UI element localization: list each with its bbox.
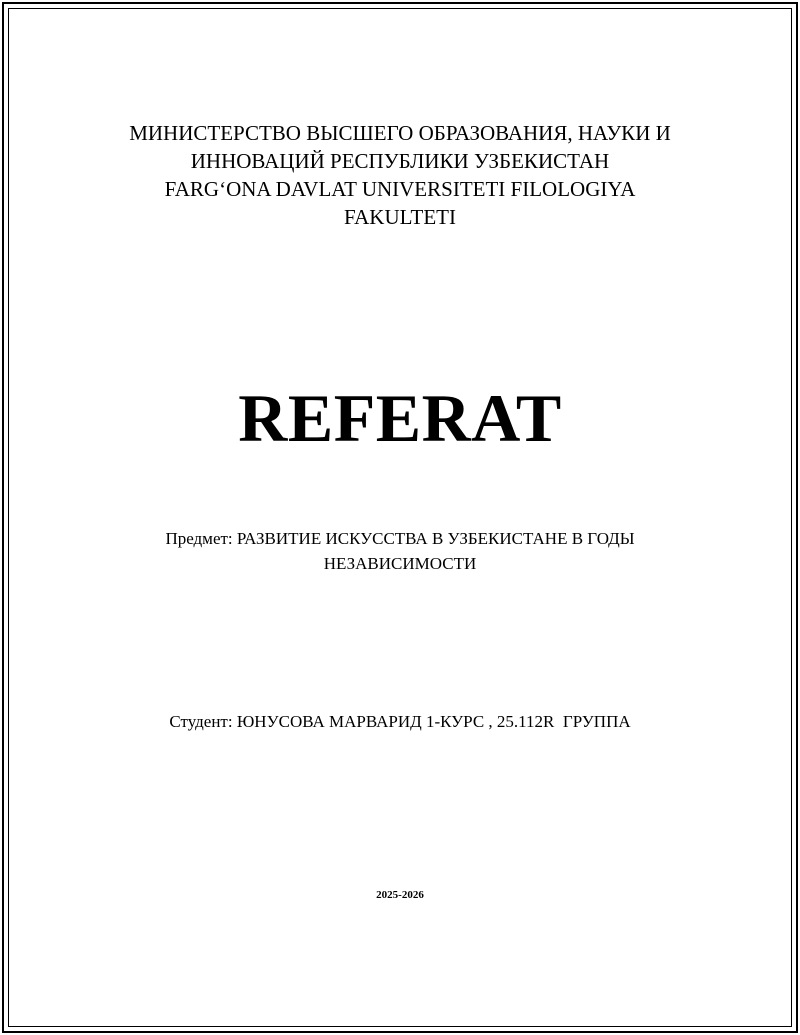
header-line: FARG‘ONA DAVLAT UNIVERSITETI FILOLOGIYA [164, 177, 636, 201]
subject-line: Предмет: РАЗВИТИЕ ИСКУССТВА В УЗБЕКИСТАНЕ В ГОДЫ [165, 529, 635, 548]
header-line: МИНИСТЕРСТВО ВЫСШЕГО ОБРАЗОВАНИЯ, НАУКИ И [129, 121, 671, 145]
academic-year: 2025-2026 [376, 889, 424, 901]
institution-header [0, 119, 800, 231]
subject-line: НЕЗАВИСИМОСТИ [323, 554, 477, 573]
header-line: ИННОВАЦИЙ РЕСПУБЛИКИ УЗБЕКИСТАН [190, 149, 610, 173]
header-line: FAKULTETI [344, 205, 456, 229]
subject-block [0, 526, 800, 576]
student-line: Студент: ЮНУСОВА МАРВАРИД 1-КУРС , 25.112R ГРУППА [169, 712, 631, 731]
document-title: REFERAT [238, 380, 562, 456]
